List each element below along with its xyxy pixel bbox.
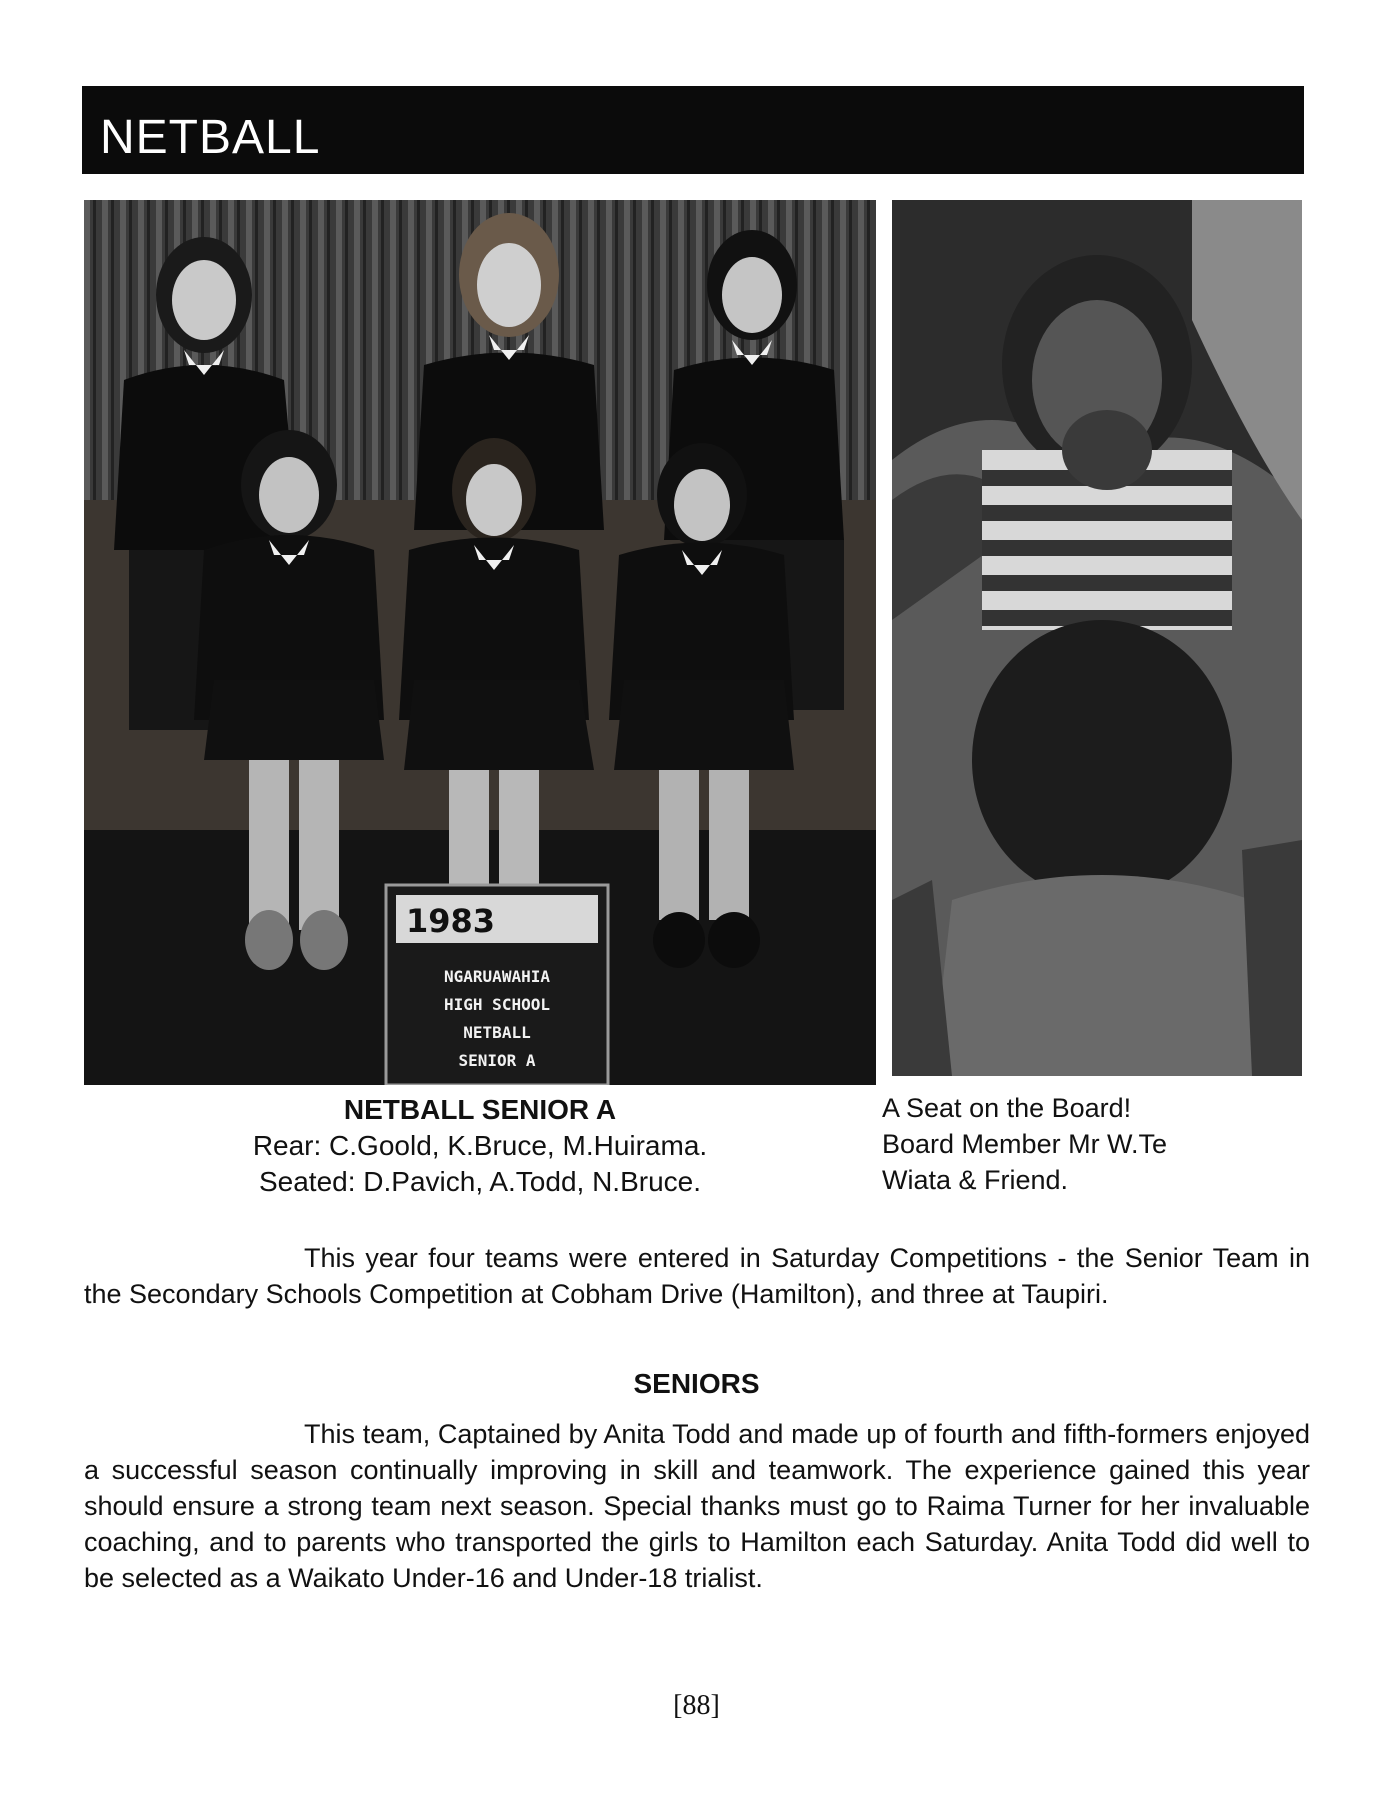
team-caption-rear: Rear: C.Goold, K.Bruce, M.Huirama. bbox=[252, 1130, 708, 1161]
page-header bbox=[82, 86, 1304, 174]
sign-line-grade: SENIOR A bbox=[458, 1051, 536, 1070]
seniors-paragraph bbox=[84, 1416, 1310, 1596]
team-photo bbox=[84, 200, 876, 1085]
sign-line-school: HIGH SCHOOL bbox=[444, 995, 550, 1014]
section-heading-seniors: SENIORS bbox=[633, 1368, 760, 1399]
team-caption-title: NETBALL SENIOR A bbox=[343, 1094, 617, 1125]
board-member-photo bbox=[892, 200, 1302, 1076]
intro-text: This year four teams were entered in Saturday Competitions - the Senior Team in the Secondary Schools Competition at Cobham Drive (Hamilton), and three at Taupiri. bbox=[84, 1243, 1310, 1309]
sign-year: 1983 bbox=[406, 902, 496, 940]
team-caption-seated: Seated: D.Pavich, A.Todd, N.Bruce. bbox=[258, 1166, 701, 1197]
board-caption bbox=[882, 1090, 1302, 1198]
sign-line-sport: NETBALL bbox=[463, 1023, 531, 1042]
intro-paragraph bbox=[84, 1240, 1310, 1312]
board-caption-line: Board Member Mr W.Te bbox=[882, 1129, 1168, 1159]
page-title: NETBALL bbox=[100, 111, 321, 164]
board-caption-line: Wiata & Friend. bbox=[882, 1165, 1069, 1195]
board-caption-line: A Seat on the Board! bbox=[882, 1093, 1132, 1123]
sign-line-school-town: NGARUAWAHIA bbox=[444, 967, 550, 986]
page-number: [88] bbox=[673, 1690, 720, 1721]
seniors-text: This team, Captained by Anita Todd and made up of fourth and fifth-formers enjoyed a successful season continually improving in skill and teamwork. The experience gained this year should ensure a strong team next season. Special thanks must go to Raima Turner for her invaluable coaching, and to parents who transported the girls to Hamilton each Saturday. Anita Todd did well to be selected as a Waikato Under-16 and Under-18 trialist. bbox=[84, 1419, 1310, 1593]
